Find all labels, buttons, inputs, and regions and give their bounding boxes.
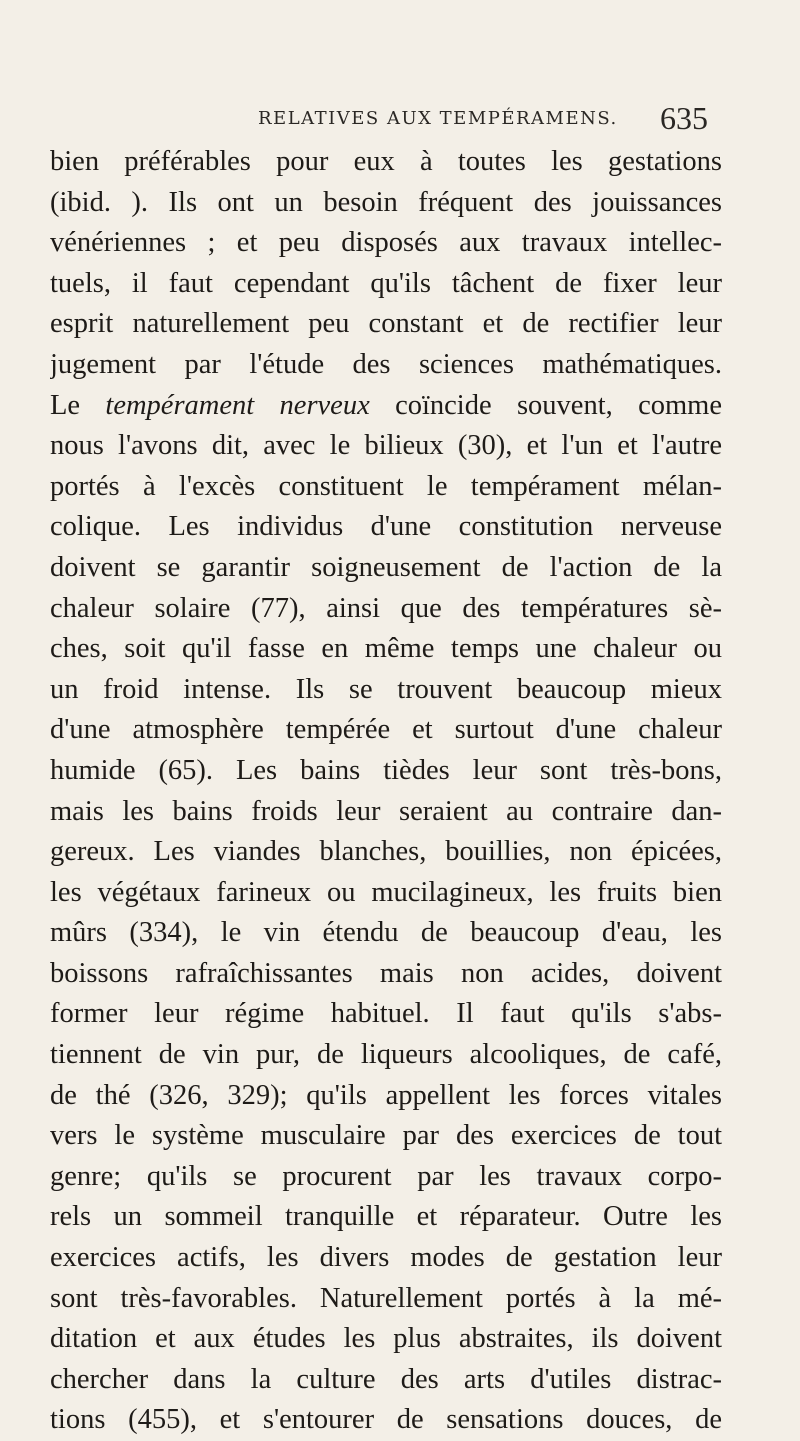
text-line: colique. Les individus d'une constitution nerveuse xyxy=(50,511,722,543)
text-line: mais les bains froids leur seraient au contraire dan- xyxy=(50,795,722,827)
text-line: bien préférables pour eux à toutes les gestations xyxy=(50,146,722,177)
text-line: (ibid. ). Ils ont un besoin fréquent des jouissances xyxy=(50,186,722,218)
text-line: rels un sommeil tranquille et réparateur. Outre les xyxy=(50,1201,722,1233)
page-number: 635 xyxy=(660,100,708,136)
text-line: former leur régime habituel. Il faut qu'ils s'abs- xyxy=(50,998,722,1030)
text-line: doivent se garantir soigneusement de l'action de la xyxy=(50,551,722,583)
text-line xyxy=(50,386,722,427)
text-line: ditation et aux études les plus abstraites, ils doivent xyxy=(50,1323,722,1355)
text-line: tiennent de vin pur, de liqueurs alcooliques, de café, xyxy=(50,1039,722,1071)
text-run: Le xyxy=(50,389,106,421)
page-header xyxy=(0,100,800,140)
text-line: boissons rafraîchissantes mais non acides, doivent xyxy=(50,957,722,989)
text-line: ches, soit qu'il fasse en même temps une chaleur ou xyxy=(50,633,722,665)
text-line: un froid intense. Ils se trouvent beaucoup mieux xyxy=(50,673,722,705)
text-line: exercices actifs, les divers modes de gestation leur xyxy=(50,1242,722,1274)
text-line: vers le système musculaire par des exercices de tout xyxy=(50,1120,722,1152)
text-line: tions (455), et s'entourer de sensations douces, de xyxy=(50,1404,722,1436)
running-head: RELATIVES AUX TEMPÉRAMENS. xyxy=(258,108,618,129)
body-text xyxy=(50,142,722,1441)
text-line: d'une atmosphère tempérée et surtout d'une chaleur xyxy=(50,714,722,746)
text-line: portés à l'excès constituent le tempérament mélan- xyxy=(50,470,722,502)
italic-term: tempérament nerveux xyxy=(105,389,370,421)
text-line: gereux. Les viandes blanches, bouillies, non épicées, xyxy=(50,836,722,868)
text-line: jugement par l'étude des sciences mathématiques. xyxy=(50,348,722,380)
text-line: sont très-favorables. Naturellement portés à la mé- xyxy=(50,1282,722,1314)
text-line: nous l'avons dit, avec le bilieux (30), et l'un et l'autre xyxy=(50,430,722,462)
text-line: chaleur solaire (77), ainsi que des températures sè- xyxy=(50,592,722,624)
text-line: chercher dans la culture des arts d'utiles distrac- xyxy=(50,1363,722,1395)
text-line: les végétaux farineux ou mucilagineux, les fruits bien xyxy=(50,876,722,908)
text-line: mûrs (334), le vin étendu de beaucoup d'eau, les xyxy=(50,917,722,949)
text-line: de thé (326, 329); qu'ils appellent les forces vitales xyxy=(50,1079,722,1111)
text-line: tuels, il faut cependant qu'ils tâchent de fixer leur xyxy=(50,267,722,299)
text-line: esprit naturellement peu constant et de rectifier leur xyxy=(50,308,722,340)
text-run: coïncide souvent, comme xyxy=(369,389,722,421)
text-line: humide (65). Les bains tièdes leur sont très-bons, xyxy=(50,754,722,786)
text-line: genre; qu'ils se procurent par les travaux corpo- xyxy=(50,1160,722,1192)
text-line: vénériennes ; et peu disposés aux travaux intellec- xyxy=(50,227,722,259)
